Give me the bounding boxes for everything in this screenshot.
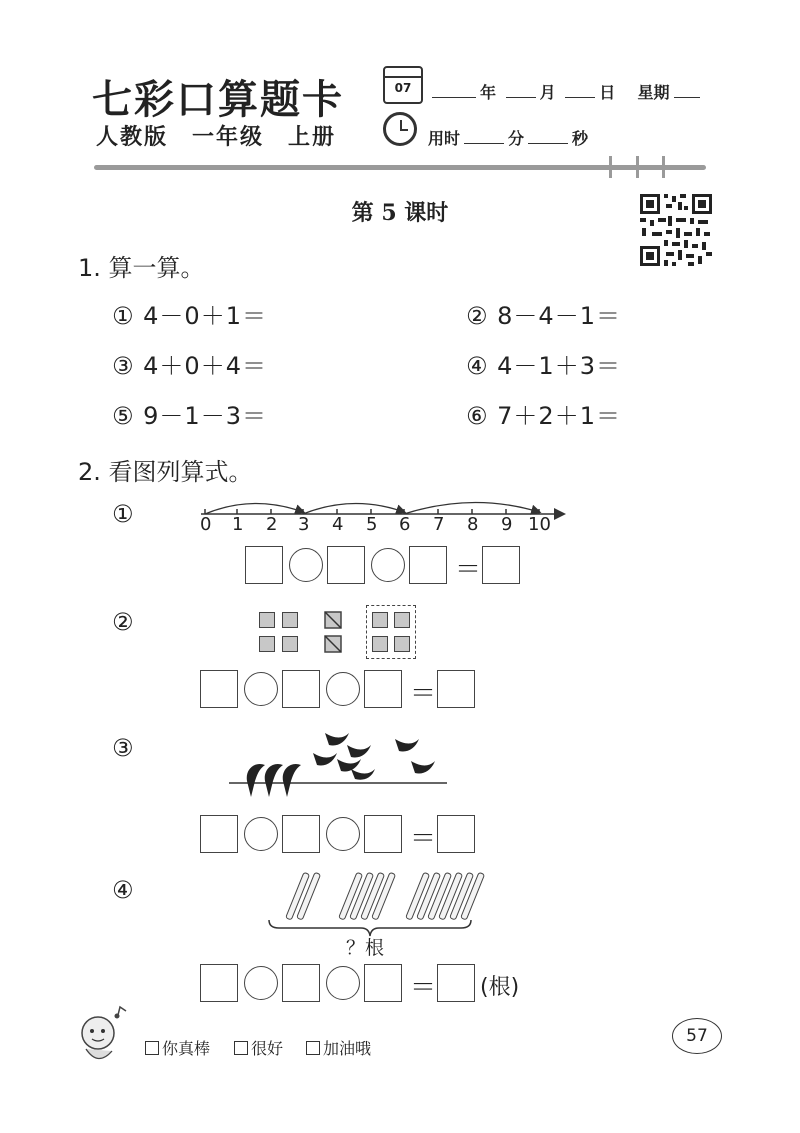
q2-title: 2. 看图列算式。 bbox=[78, 458, 253, 486]
q1-item-3 bbox=[112, 346, 267, 381]
q1-title: 1. 算一算。 bbox=[78, 254, 205, 282]
rule-tick bbox=[609, 156, 612, 178]
answer-box[interactable] bbox=[282, 670, 320, 708]
crossed-squares bbox=[322, 610, 350, 656]
operator-circle[interactable] bbox=[289, 548, 323, 582]
item-number: ⑥ bbox=[466, 402, 489, 430]
year-label: 年 bbox=[480, 83, 497, 102]
checkbox[interactable] bbox=[145, 1041, 159, 1055]
year-blank[interactable] bbox=[432, 83, 476, 98]
q1-item-6 bbox=[466, 396, 621, 431]
day-blank[interactable] bbox=[565, 83, 595, 98]
item-number: ③ bbox=[112, 352, 135, 380]
date-line bbox=[428, 80, 704, 103]
square-block bbox=[394, 612, 410, 628]
time-line bbox=[428, 126, 588, 149]
rating-option-label: 很好 bbox=[251, 1039, 284, 1058]
q1-item-5 bbox=[112, 396, 267, 431]
week-label: 星期 bbox=[637, 83, 670, 102]
result-box[interactable] bbox=[437, 964, 475, 1002]
result-box[interactable] bbox=[482, 546, 520, 584]
q2-part3-number: ③ bbox=[112, 734, 134, 762]
square-block bbox=[372, 612, 388, 628]
number-line-label: 6 bbox=[399, 514, 411, 535]
equals-sign: ＝ bbox=[410, 973, 437, 1003]
calendar-icon bbox=[383, 66, 423, 104]
month-label: 月 bbox=[539, 83, 556, 102]
operator-circle[interactable] bbox=[326, 966, 360, 1000]
number-line-label: 9 bbox=[501, 514, 513, 535]
number-line-label: 5 bbox=[366, 514, 378, 535]
checkbox[interactable] bbox=[234, 1041, 248, 1055]
rating-option-good[interactable] bbox=[234, 1036, 283, 1059]
answer-box[interactable] bbox=[282, 815, 320, 853]
item-expression: 8－4－1＝ bbox=[497, 302, 621, 330]
equals-sign: ＝ bbox=[455, 555, 482, 585]
item-expression: 4－1＋3＝ bbox=[497, 352, 621, 380]
rating-option-keep-going[interactable] bbox=[306, 1036, 371, 1059]
clock-icon bbox=[383, 112, 417, 146]
answer-box[interactable] bbox=[200, 815, 238, 853]
result-box[interactable] bbox=[437, 670, 475, 708]
item-number: ① bbox=[112, 302, 135, 330]
edition-label: 人教版 一年级 上册 bbox=[96, 125, 337, 150]
operator-circle[interactable] bbox=[371, 548, 405, 582]
rating-option-great[interactable] bbox=[145, 1036, 210, 1059]
seconds-label: 秒 bbox=[572, 129, 589, 148]
result-box[interactable] bbox=[437, 815, 475, 853]
item-number: ② bbox=[466, 302, 489, 330]
answer-box[interactable] bbox=[200, 964, 238, 1002]
item-number: ④ bbox=[466, 352, 489, 380]
q2-part1-number: ① bbox=[112, 500, 134, 528]
number-line-label: 1 bbox=[232, 514, 244, 535]
answer-box[interactable] bbox=[364, 670, 402, 708]
square-block bbox=[259, 612, 275, 628]
qr-code-icon bbox=[638, 192, 714, 268]
answer-box[interactable] bbox=[327, 546, 365, 584]
answer-box[interactable] bbox=[364, 964, 402, 1002]
q1-item-4 bbox=[466, 346, 621, 381]
square-block bbox=[282, 612, 298, 628]
answer-box[interactable] bbox=[245, 546, 283, 584]
rating-option-label: 加油哦 bbox=[323, 1039, 372, 1058]
number-line-label: 8 bbox=[467, 514, 479, 535]
minutes-blank[interactable] bbox=[464, 129, 504, 144]
mascot-icon bbox=[70, 1005, 136, 1071]
rule-tick bbox=[636, 156, 639, 178]
square-block bbox=[394, 636, 410, 652]
answer-box[interactable] bbox=[409, 546, 447, 584]
lesson-title: 第 5 课时 bbox=[351, 200, 449, 226]
number-line bbox=[195, 492, 575, 540]
calendar-icon-text: 07 bbox=[394, 81, 412, 95]
minutes-label: 分 bbox=[508, 129, 525, 148]
number-line-label: 10 bbox=[528, 514, 551, 535]
q2-part4-number: ④ bbox=[112, 876, 134, 904]
day-label: 日 bbox=[599, 83, 616, 102]
square-block bbox=[372, 636, 388, 652]
header-rule bbox=[94, 165, 706, 170]
answer-box[interactable] bbox=[200, 670, 238, 708]
item-expression: 7＋2＋1＝ bbox=[497, 402, 621, 430]
rule-tick bbox=[662, 156, 665, 178]
q1-item-2 bbox=[466, 296, 621, 331]
item-expression: 4＋0＋4＝ bbox=[143, 352, 267, 380]
square-block bbox=[282, 636, 298, 652]
unit-label: (根) bbox=[480, 975, 520, 1000]
sticks-count-label: ？根 bbox=[346, 937, 385, 959]
q1-item-1 bbox=[112, 296, 267, 331]
number-line-label: 3 bbox=[298, 514, 310, 535]
number-line-label: 0 bbox=[200, 514, 212, 535]
item-number: ⑤ bbox=[112, 402, 135, 430]
q2-part2-number: ② bbox=[112, 608, 134, 636]
week-blank[interactable] bbox=[674, 83, 700, 98]
brand-title: 七彩口算题卡 bbox=[92, 76, 344, 123]
item-expression: 4－0＋1＝ bbox=[143, 302, 267, 330]
operator-circle[interactable] bbox=[326, 817, 360, 851]
number-line-label: 2 bbox=[266, 514, 278, 535]
answer-box[interactable] bbox=[282, 964, 320, 1002]
rating-option-label: 你真棒 bbox=[162, 1039, 211, 1058]
operator-circle[interactable] bbox=[326, 672, 360, 706]
number-line-label: 7 bbox=[433, 514, 445, 535]
page-number: 57 bbox=[672, 1018, 722, 1054]
checkbox[interactable] bbox=[306, 1041, 320, 1055]
month-blank[interactable] bbox=[506, 83, 536, 98]
answer-box[interactable] bbox=[364, 815, 402, 853]
item-expression: 9－1－3＝ bbox=[143, 402, 267, 430]
number-line-label: 4 bbox=[332, 514, 344, 535]
operator-circle[interactable] bbox=[244, 817, 278, 851]
seconds-blank[interactable] bbox=[528, 129, 568, 144]
equals-sign: ＝ bbox=[410, 824, 437, 854]
operator-circle[interactable] bbox=[244, 672, 278, 706]
square-block bbox=[259, 636, 275, 652]
time-label: 用时 bbox=[428, 129, 461, 148]
operator-circle[interactable] bbox=[244, 966, 278, 1000]
birds-illustration bbox=[225, 725, 450, 805]
equals-sign: ＝ bbox=[410, 679, 437, 709]
